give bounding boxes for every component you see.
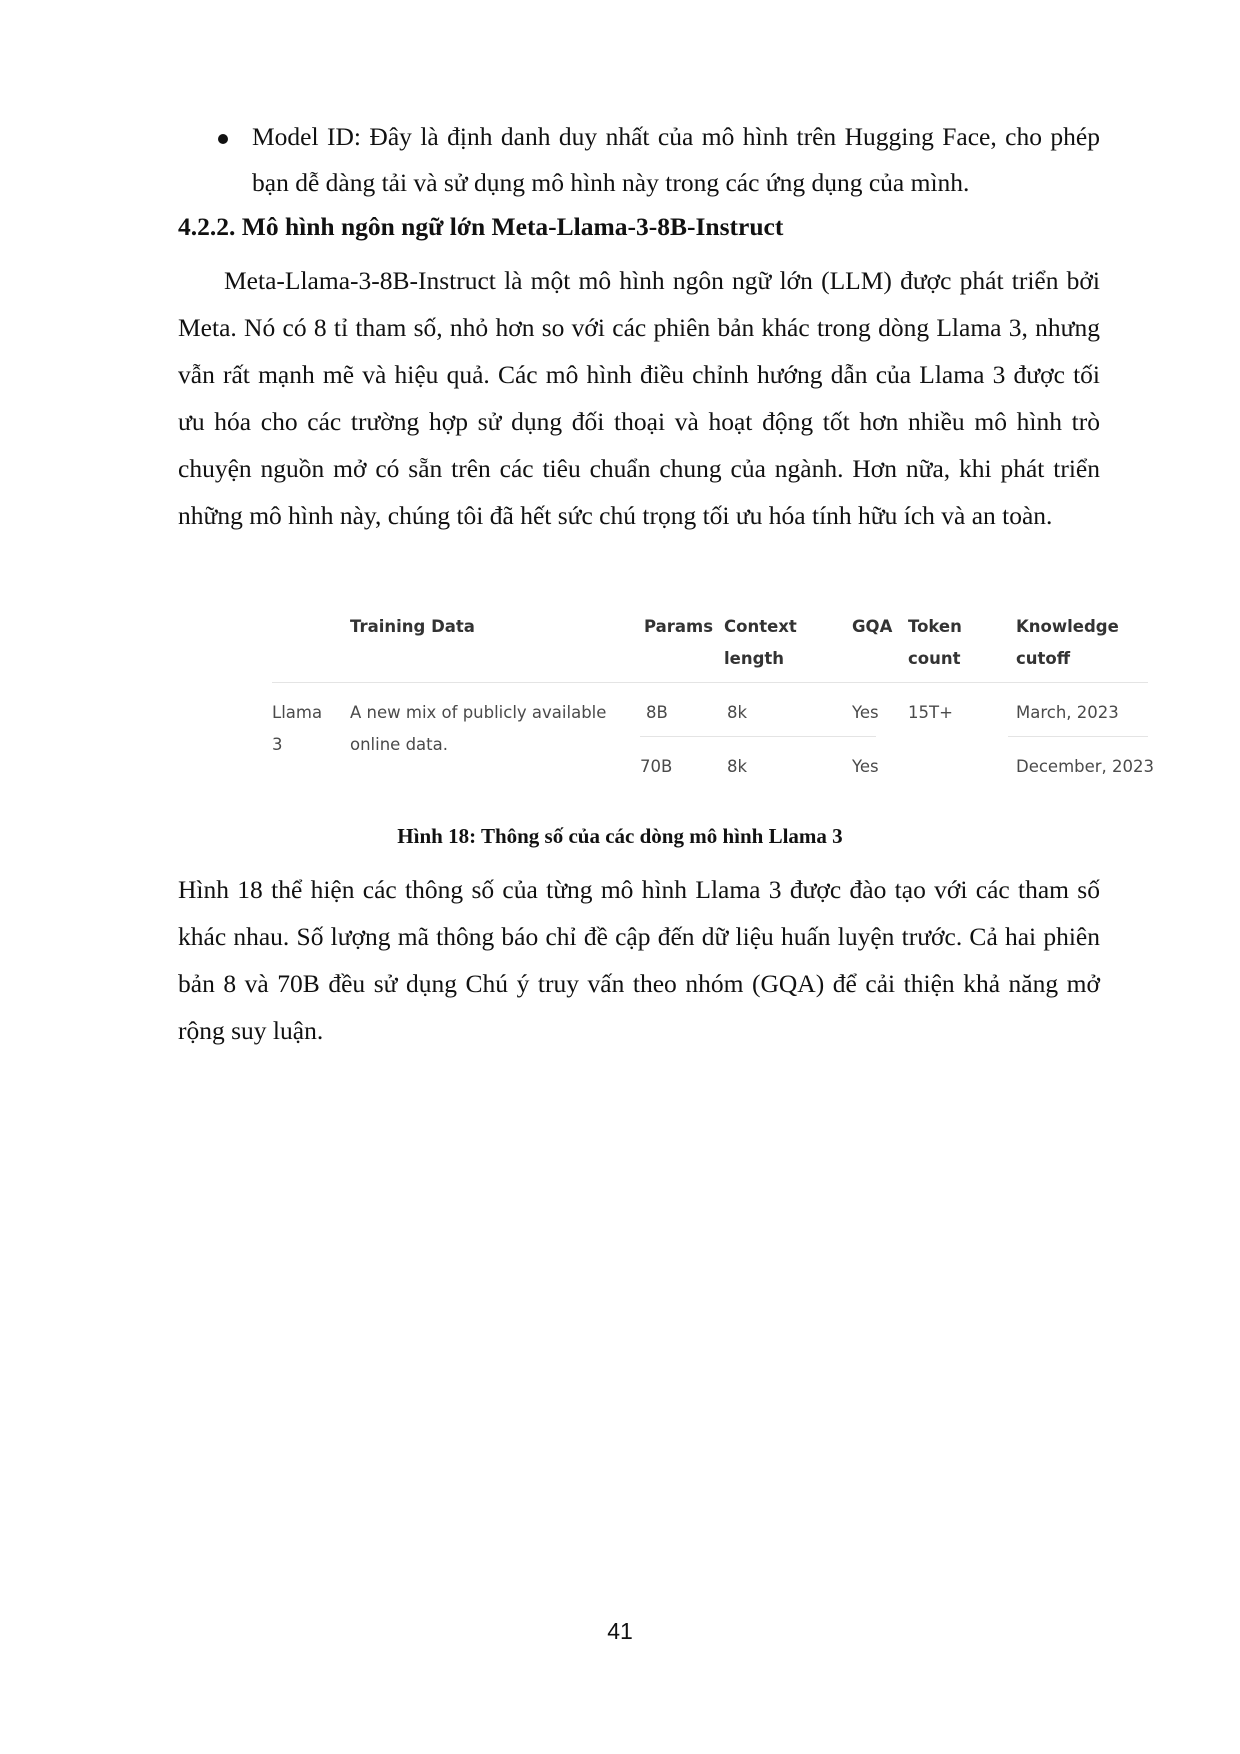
section-heading: 4.2.2. Mô hình ngôn ngữ lớn Meta-Llama-3-8B-Instruct (178, 212, 784, 241)
row-divider-right (1008, 736, 1148, 737)
cell-context-8b: 8k (727, 703, 748, 722)
cell-context-70b: 8k (727, 757, 748, 776)
header-training-data: Training Data (350, 617, 475, 636)
cell-gqa-8b: Yes (852, 703, 879, 722)
header-context-line1: Context (724, 617, 797, 636)
cell-gqa-70b: Yes (852, 757, 879, 776)
cell-token-count: 15T+ (908, 703, 953, 722)
cell-params-70b: 70B (640, 757, 673, 776)
bullet-list-item (178, 114, 1100, 206)
cell-cutoff-8b: March, 2023 (1016, 703, 1119, 722)
cell-training-data-line1: A new mix of publicly available (350, 703, 607, 722)
body-paragraph-figure-description: Hình 18 thể hiện các thông số của từng mô hình Llama 3 được đào tạo với các tham số khác nhau. Số lượng mã thông báo chỉ đề cập đến dữ liệu huấn luyện trước. Cả hai phiên bản 8 và 70B đều sử dụng Chú ý truy vấn theo nhóm (GQA) để cải thiện khả năng mở rộng suy luận. (178, 875, 1100, 1045)
header-knowledge-line2: cutoff (1016, 649, 1071, 668)
figure-caption: Hình 18: Thông số của các dòng mô hình Llama 3 (397, 824, 843, 848)
header-context-line2: length (724, 649, 785, 668)
cell-model-line2: 3 (272, 735, 283, 754)
header-gqa: GQA (852, 617, 893, 636)
page-number: 41 (607, 1618, 633, 1644)
bullet-text (252, 114, 1100, 206)
bullet-description: Đây là định danh duy nhất của mô hình trên Hugging Face, cho phép bạn dễ dàng tải và sử dụng mô hình này trong các ứng dụng của mình. (252, 122, 1100, 197)
header-token-line2: count (908, 649, 961, 668)
body-paragraph-intro: Meta-Llama-3-8B-Instruct là một mô hình ngôn ngữ lớn (LLM) được phát triển bởi Meta. Nó có 8 tỉ tham số, nhỏ hơn so với các phiên bản khác trong dòng Llama 3, nhưng vẫn rất mạnh mẽ và hiệu quả. Các mô hình điều chỉnh hướng dẫn của Llama 3 được tối ưu hóa cho các trường hợp sử dụng đối thoại và hoạt động tốt hơn nhiều mô hình trò chuyện nguồn mở có sẵn trên các tiêu chuẩn chung của ngành. Hơn nữa, khi phát triển những mô hình này, chúng tôi đã hết sức chú trọng tối ưu hóa tính hữu ích và an toàn. (178, 266, 1100, 530)
header-divider (272, 682, 1148, 683)
cell-params-8b: 8B (646, 703, 668, 722)
llama3-spec-table (272, 610, 1160, 790)
row-divider-left (640, 736, 876, 737)
bullet-term: Model ID: (252, 122, 361, 151)
cell-model-line1: Llama (272, 703, 323, 722)
cell-training-data-line2: online data. (350, 735, 448, 754)
header-knowledge-line1: Knowledge (1016, 617, 1119, 636)
header-token-line1: Token (908, 617, 962, 636)
cell-cutoff-70b: December, 2023 (1016, 757, 1155, 776)
bullet-icon (218, 134, 228, 144)
header-params: Params (644, 617, 714, 636)
